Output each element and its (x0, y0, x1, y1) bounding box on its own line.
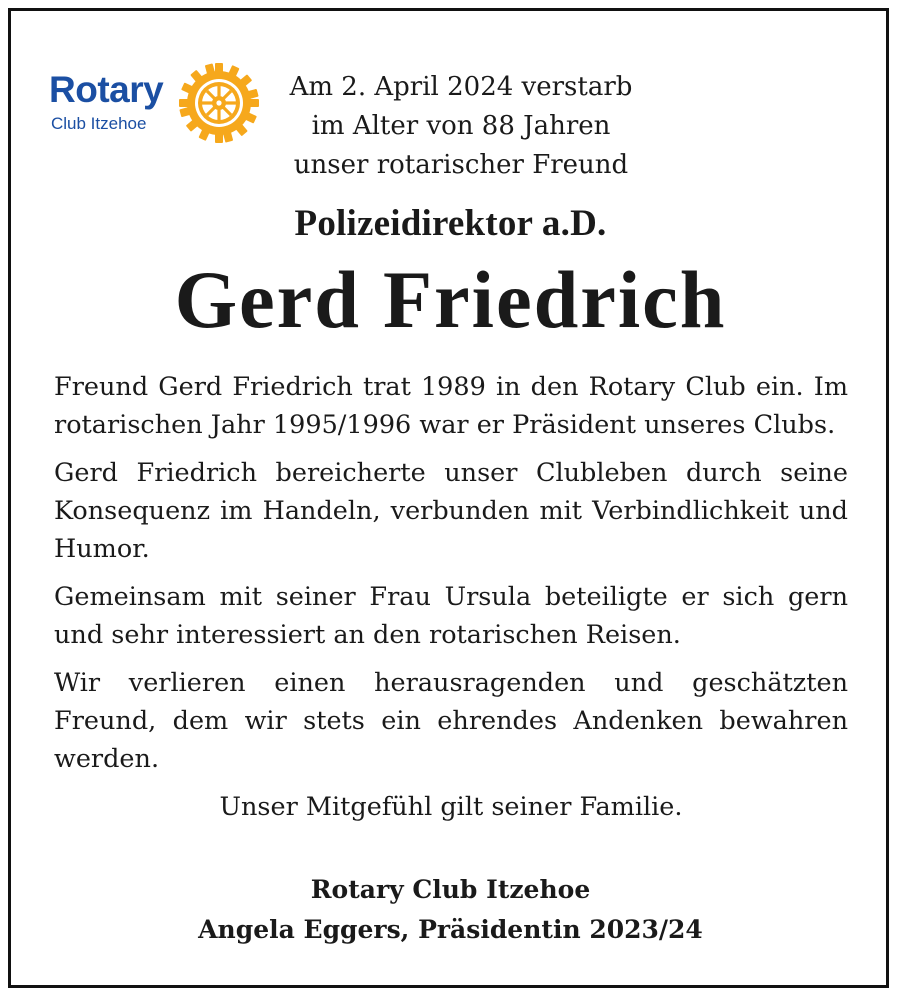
logo-club-name: Club Itzehoe (51, 114, 147, 133)
paragraph-membership: Freund Gerd Friedrich trat 1989 in den Rotary Club ein. Im rotarischen Jahr 1995/1996 war er Präsident unseres Clubs. (54, 372, 848, 440)
paragraph-remembrance: Wir verlieren einen herausragenden und geschätzten Freund, dem wir stets ein ehrendes Andenken bewahren werden. (54, 668, 848, 774)
obituary-text (54, 368, 848, 836)
paragraph-character: Gerd Friedrich bereicherte unser Clubleben durch seine Konsequenz im Handeln, verbunden mit Verbindlichkeit und Humor. (54, 458, 848, 564)
rotary-wheel-icon (179, 63, 259, 143)
intro-line-relation: unser rotarischer Freund (293, 150, 629, 180)
death-announcement (271, 68, 651, 185)
intro-line-age: im Alter von 88 Jahren (311, 111, 611, 141)
intro-line-date: Am 2. April 2024 verstarb (289, 72, 633, 102)
logo-wordmark: Rotary (49, 69, 164, 110)
deceased-title: Polizeidirektor a.D. (294, 203, 607, 244)
paragraph-travel: Gemeinsam mit seiner Frau Ursula beteiligte er sich gern und sehr interessiert an den rotarischen Reisen. (54, 582, 848, 650)
rotary-logo (49, 63, 264, 147)
condolence-line: Unser Mitgefühl gilt seiner Familie. (219, 792, 683, 822)
signature-block (0, 870, 901, 950)
deceased-name: Gerd Friedrich (174, 254, 727, 345)
signature-club: Rotary Club Itzehoe (310, 875, 591, 904)
signature-president: Angela Eggers, Präsidentin 2023/24 (198, 915, 703, 944)
